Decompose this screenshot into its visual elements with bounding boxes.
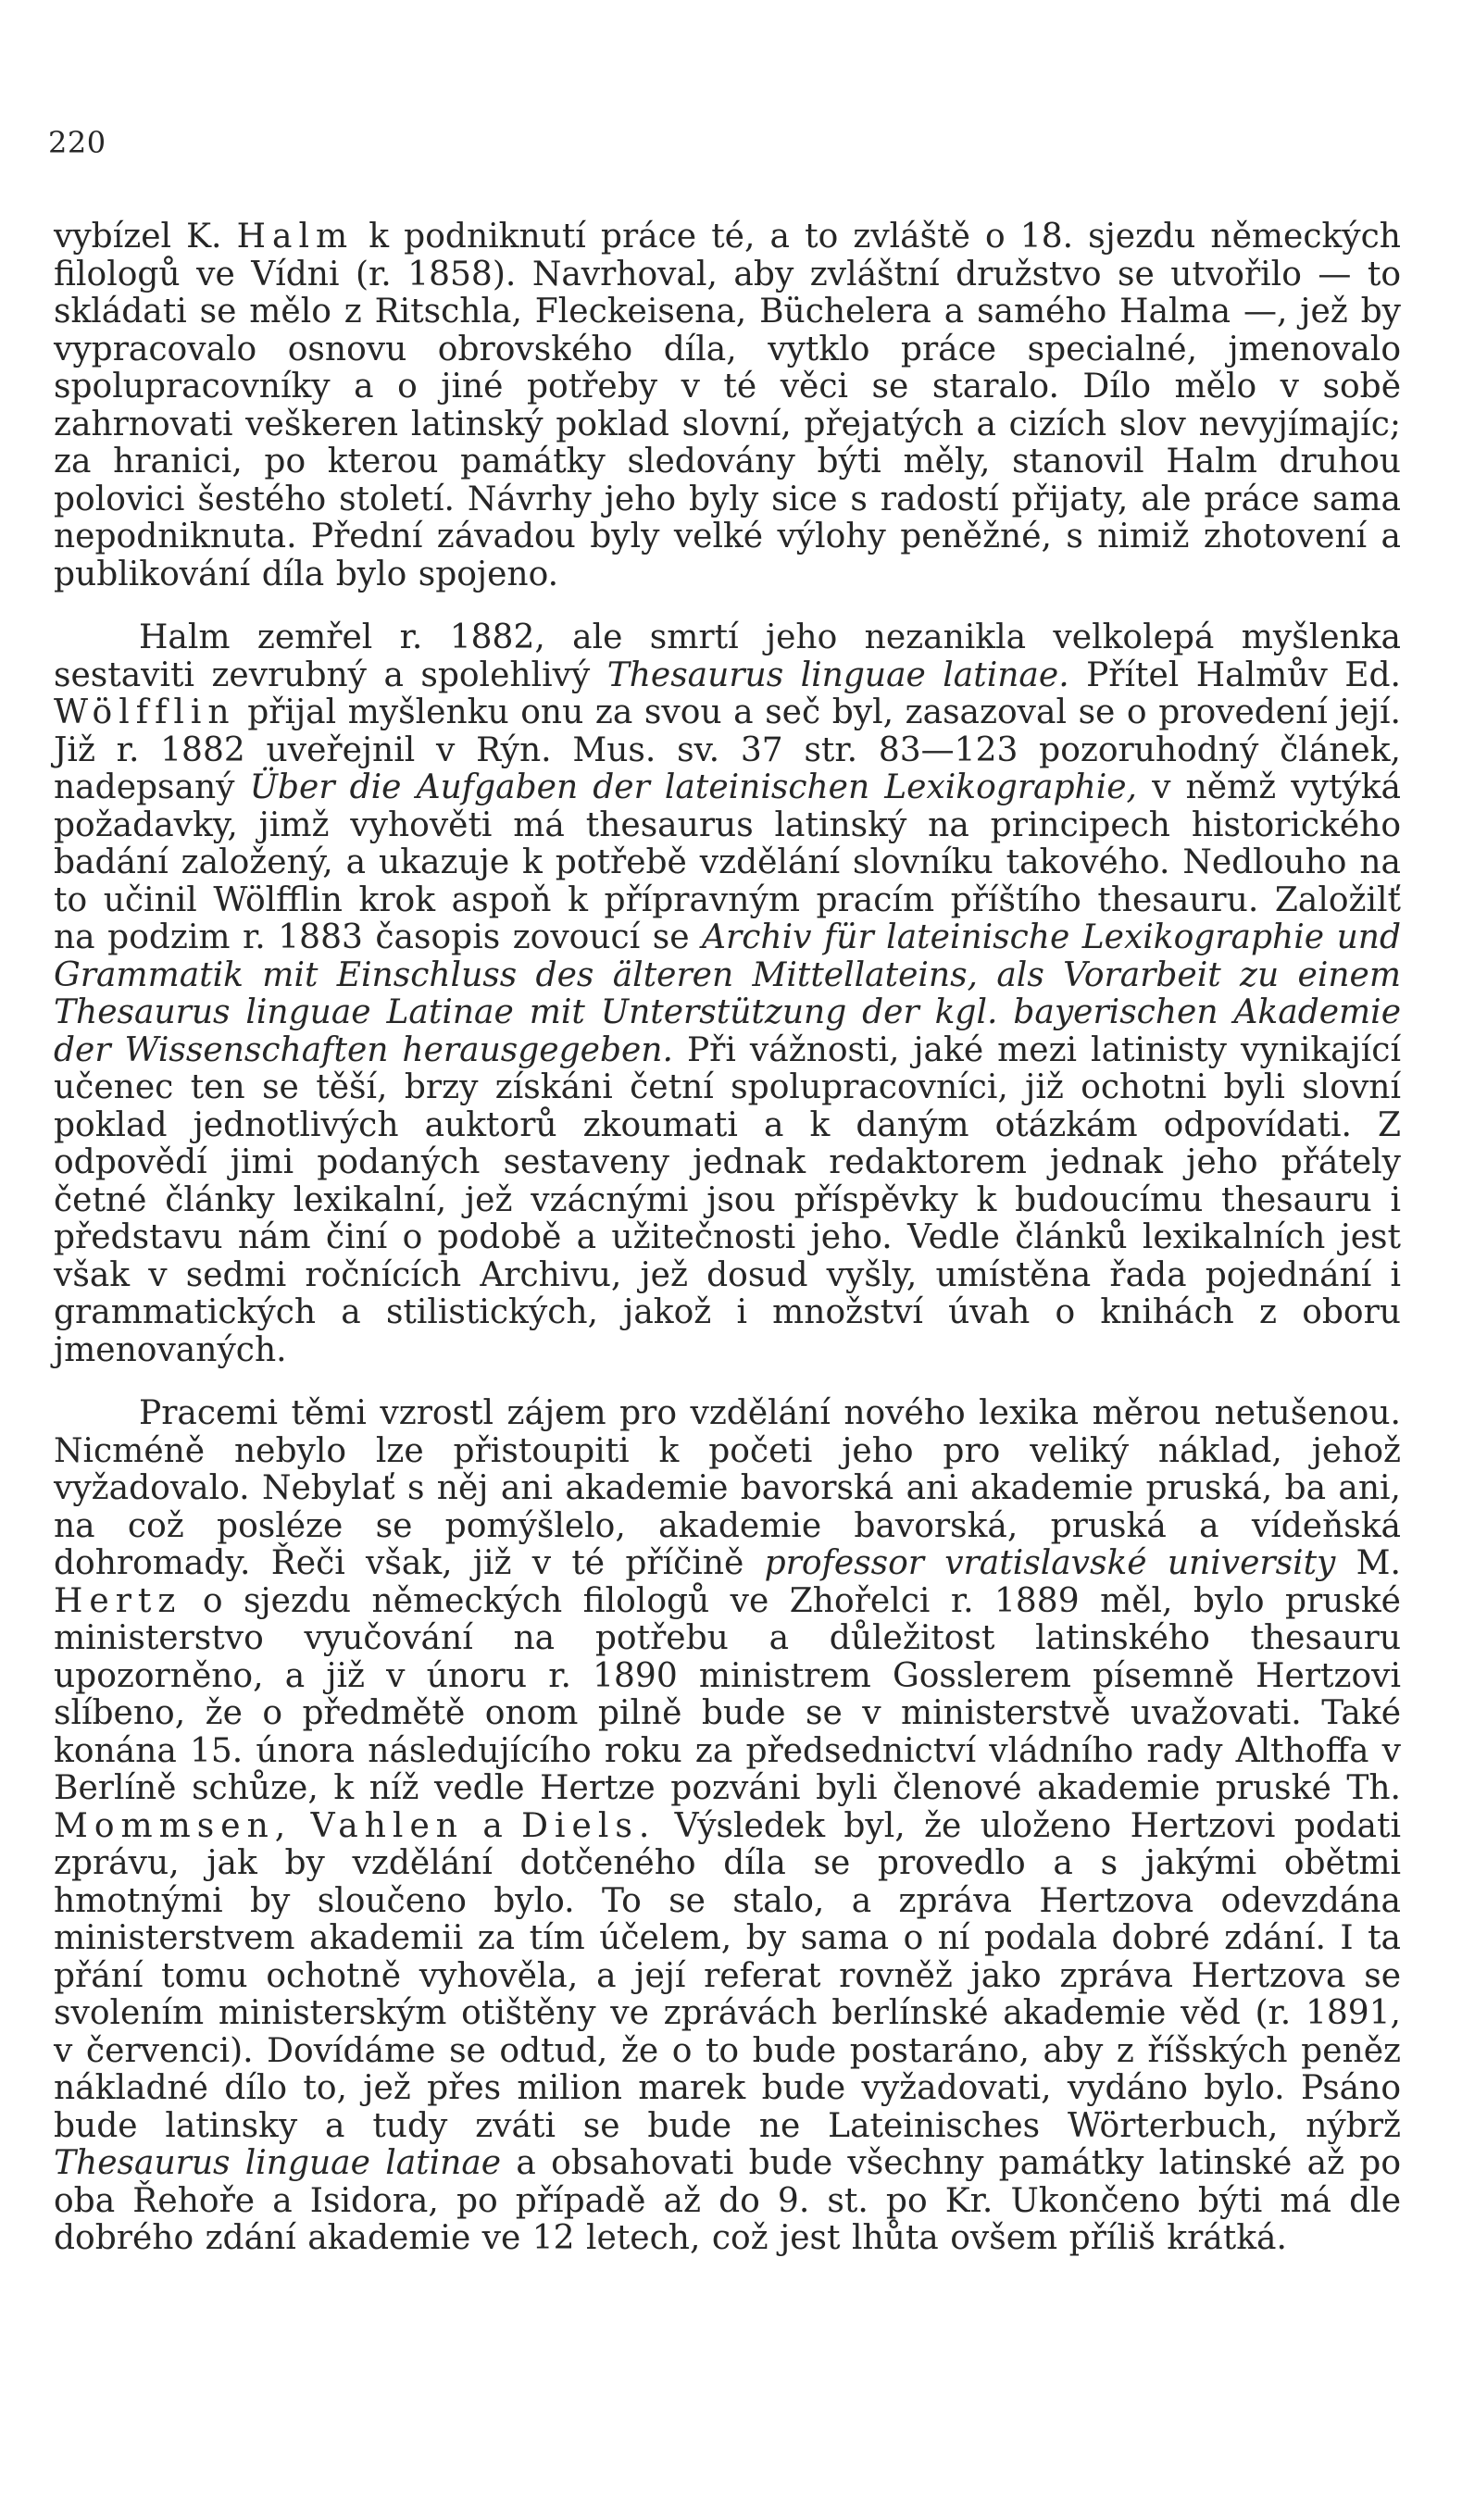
person-name-spaced: Hertz xyxy=(54,1581,182,1620)
body-text xyxy=(54,218,1401,2258)
paragraph-1 xyxy=(54,218,1401,593)
text-run: Přítel Halmův Ed. xyxy=(1086,655,1401,694)
page-number: 220 xyxy=(48,125,106,160)
person-name-spaced: Halm xyxy=(236,218,355,256)
text-run: Při vážnosti, jaké mezi latinisty vynikající učenec ten se těší, brzy získáni četní spolupracovníci, již ochotni byli slovní poklad jednotlivých auktorů zkoumati a k daným otázkám odpovídati. Z odpovědí jimi podaných sestaveny jednak redaktorem jednak jeho přátely četné články lexikalní, jež vzácnými jsou příspěvky k budoucímu thesauru i představu nám činí o podobě a užitečnosti jeho. Vedle článků lexikalních jest však v sedmi ročnících Archivu, jež dosud vyšly, umístěna řada pojednání i grammatických a stilistických, jakož i množství úvah o knihách z oboru jmenovaných. xyxy=(54,1030,1401,1369)
text-run: vybízel K. xyxy=(54,218,222,256)
person-name-spaced: Wölfflin xyxy=(54,693,236,731)
text-run: o sjezdu německých filologů ve Zhořelci r. 1889 měl, bylo pruské ministerstvo vyučování na potřebu a důležitost latinského thesauru upozorněno, a již v únoru r. 1890 ministrem Gosslerem písemně Hertzovi slíbeno, že o předmětě onom pilně bude se v ministerstvě uvažovati. Také konána 15. února následujícího roku za předsednictví vládního rady Althoffa v Berlíně schůze, k níž vedle Hertze pozváni byli členové akademie pruské Th. xyxy=(54,1581,1401,1807)
text-run: Halm zemřel r. 1882, ale smrtí jeho nezanikla velkolepá myšlenka sestaviti zevrubný a spolehlivý xyxy=(54,618,1401,694)
person-name-spaced: Diels. xyxy=(521,1806,656,1845)
italic-title: Thesaurus linguae latinae. xyxy=(606,655,1069,694)
text-run: Pracemi těmi vzrostl zájem pro vzdělání nového lexika měrou netušenou. Nicméně nebylo lze přistoupiti k početi jeho pro veliký náklad, jehož vyžadovalo. Nebylať s něj ani akademie bavorská ani akademie pruská, ba ani, na což posléze se pomýšlelo, akademie bavorská, pruská a vídeňská dohromady. Řeči však, již v té příčině xyxy=(54,1394,1401,1582)
text-run: v němž vytýká požadavky, jimž vyhověti má thesaurus latinský na principech historického badání založený, a ukazuje k potřebě vzdělání slovníku takového. Nedlouho na to učinil Wölfflin krok aspoň k přípravným pracím příštího thesauru. Založilť na podzim r. 1883 časopis zovoucí se xyxy=(54,768,1401,956)
text-run: a obsahovati bude všechny památky latinské až po oba Řehoře a Isidora, po případě až do 9. st. po Kr. Ukončeno býti má dle dobrého zdání akademie ve 12 letech, což jest lhůta ovšem příliš krátká. xyxy=(54,2144,1401,2257)
text-run: k podniknutí práce té, a to zvláště o 18. sjezdu německých filologů ve Vídni (r. 1858). Navrhoval, aby zvláštní družstvo se utvořilo — to skládati se mělo z Ritschla, Fleckeisena, Büchelera a samého Halma —, jež by vypracovalo osnovu obrovského díla, vytklo práce specialné, jmenovalo spolupracovníky a o jiné potřeby v té věci se staralo. Dílo mělo v sobě zahrnovati veškeren latinský poklad slovní, přejatých a cizích slov nevyjímajíc; za hranici, po kterou památky sledovány býti měly, stanovil Halm druhou polovici šestého století. Návrhy jeho byly sice s radostí přijaty, ale práce sama nepodniknuta. Přední závadou byly velké výlohy peněžné, s nimiž zhotovení a publikování díla bylo spojeno. xyxy=(54,218,1401,593)
person-name-spaced: Mommsen, xyxy=(54,1806,293,1845)
italic-phrase: professor vratislavské university xyxy=(764,1544,1336,1582)
text-run: M. xyxy=(1356,1544,1401,1582)
text-run: a xyxy=(482,1806,503,1845)
italic-title: Archiv für lateinische Lexikographie und Grammatik mit Einschluss des älteren Mittellateins, als Vorarbeit zu einem Thesaurus linguae Latinae mit Unterstützung der kgl. bayerischen Akademie der Wissenschaften herausgegeben. xyxy=(54,918,1401,1069)
text-run: přijal myšlenku onu za svou a seč byl, zasazoval se o provedení její. Již r. 1882 uveřejnil v Rýn. Mus. sv. 37 str. 83—123 pozoruhodný článek, nadepsaný xyxy=(54,693,1401,806)
person-name-spaced: Vahlen xyxy=(310,1806,464,1845)
italic-title: Über die Aufgaben der lateinischen Lexikographie, xyxy=(249,768,1137,806)
text-run: Výsledek byl, že uloženo Hertzovi podati zprávu, jak by vzdělání dotčeného díla se provedlo a s jakými obětmi hmotnými by sloučeno bylo. To se stalo, a zpráva Hertzova odevzdána ministerstvem akademii za tím účelem, by sama o ní podala dobré zdání. I ta přání tomu ochotně vyhověla, a její referat rovněž jako zpráva Hertzova se svolením ministerským otištěny ve zprávách berlínské akademie věd (r. 1891, v červenci). Dovídáme se odtud, že o to bude postaráno, aby z říšských peněz nákladné dílo to, jež přes milion marek bude vyžadovati, vydáno bylo. Psáno bude latinsky a tudy zváti se bude ne Lateinisches Wörterbuch, nýbrž xyxy=(54,1806,1402,2145)
paragraph-3 xyxy=(54,1395,1401,2258)
paragraph-2 xyxy=(54,619,1401,1369)
italic-title: Thesaurus linguae latinae xyxy=(54,2144,502,2182)
